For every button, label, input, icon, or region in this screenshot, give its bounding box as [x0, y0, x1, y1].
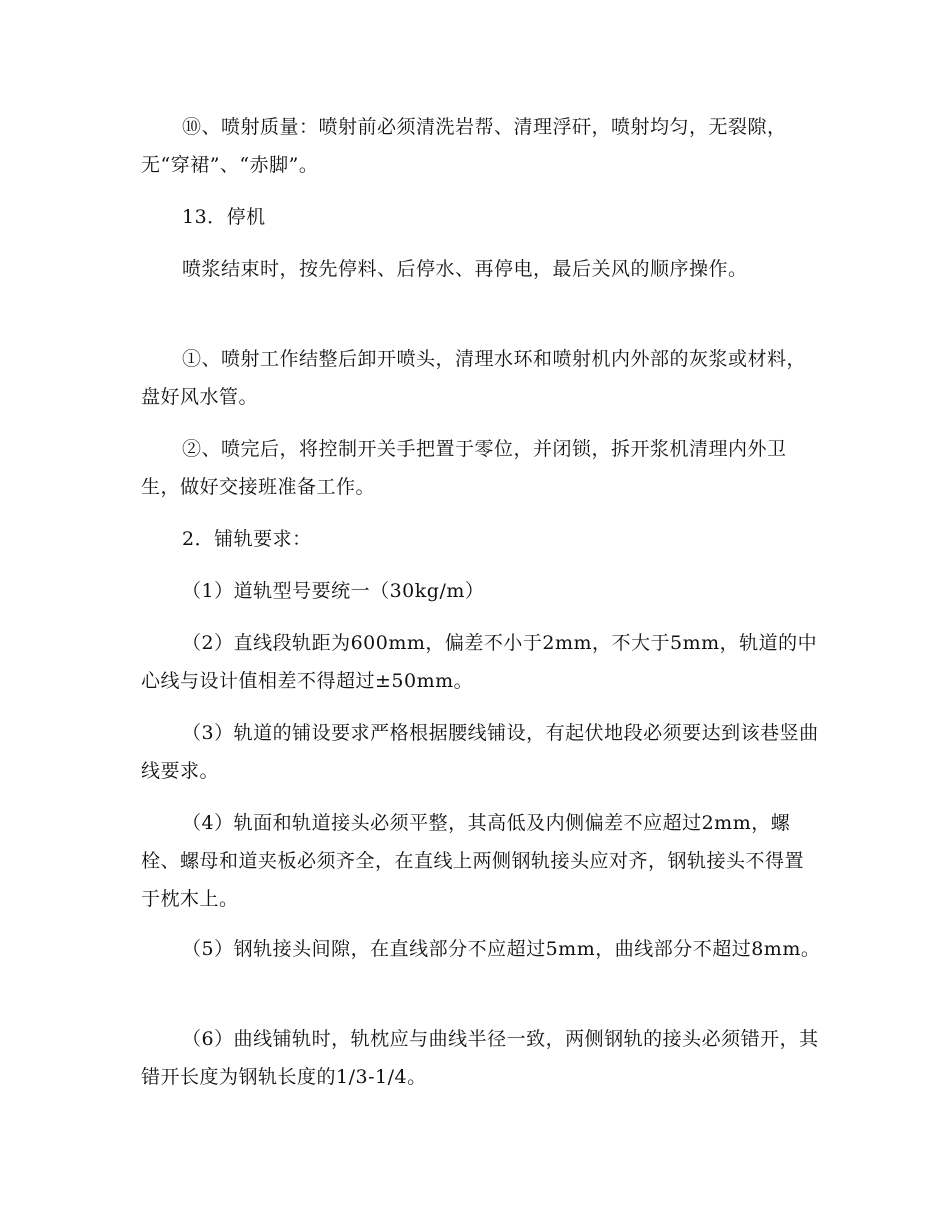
paragraph-shutdown-order: 喷浆结束时，按先停料、后停水、再停电，最后关风的顺序操作。: [182, 258, 748, 280]
paragraph-spray-item-1: ①、喷射工作结整后卸开喷头，清理水环和喷射机内外部的灰浆或材料，盘好风水管。: [141, 348, 807, 408]
paragraph-track-item-5: （5）钢轨接头间隙，在直线部分不应超过5mm，曲线部分不超过8mm。: [182, 938, 821, 960]
paragraph-spray-item-2: ②、喷完后，将控制开关手把置于零位，并闭锁，拆开浆机清理内外卫生，做好交接班准备工作。: [141, 438, 787, 498]
paragraph-track-item-4: （4）轨面和轨道接头必须平整，其高低及内侧偏差不应超过2mm，螺栓、螺母和道夹板必须齐全，在直线上两侧钢轨接头应对齐，钢轨接头不得置于枕木上。: [141, 812, 805, 910]
paragraph-track-item-2: （2）直线段轨距为600mm，偏差不小于2mm，不大于5mm，轨道的中心线与设计值相差不得超过±50mm。: [141, 632, 818, 692]
heading-track-requirements: 2．铺轨要求：: [182, 528, 312, 550]
paragraph-track-item-1: （1）道轨型号要统一（30kg/m）: [182, 580, 485, 602]
paragraph-track-item-3: （3）轨道的铺设要求严格根据腰线铺设，有起伏地段必须要达到该巷竖曲线要求。: [141, 722, 819, 782]
paragraph-spray-quality: ⑩、喷射质量：喷射前必须清洗岩帮、清理浮矸，喷射均匀，无裂隙，无“穿裙”、“赤脚”。: [141, 116, 787, 176]
heading-shutdown: 13．停机: [182, 206, 266, 228]
paragraph-track-item-6: （6）曲线铺轨时，轨枕应与曲线半径一致，两侧钢轨的接头必须错开，其错开长度为钢轨长度的1/3-1/4。: [141, 1028, 819, 1088]
